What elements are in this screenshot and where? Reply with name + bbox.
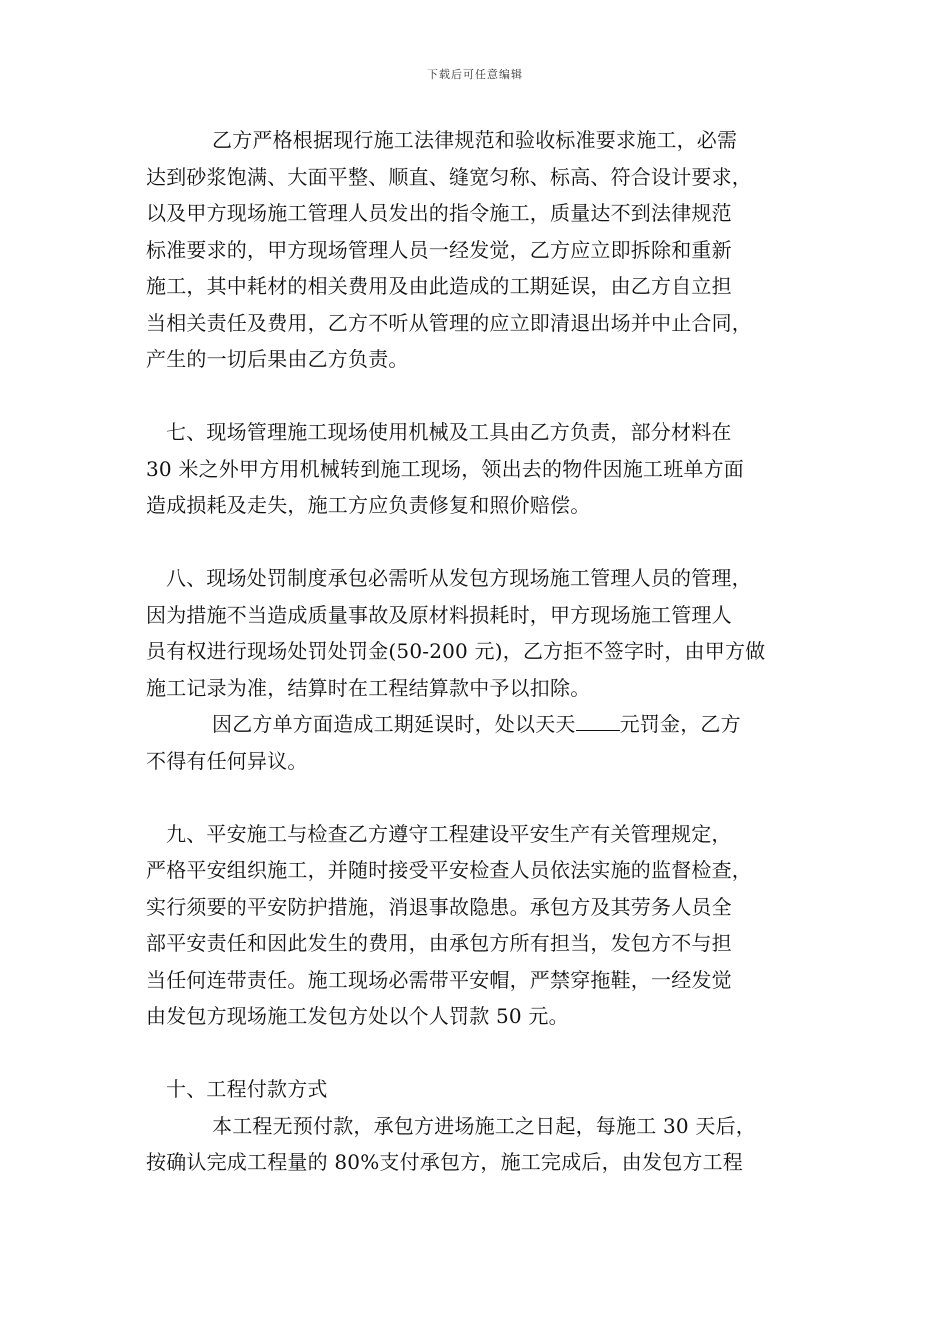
text-line: 九、平安施工与检查乙方遵守工程建设平安生产有关管理规定，: [166, 821, 732, 846]
paragraph-quality-requirements: [146, 122, 826, 378]
text-line: 施工，其中耗材的相关费用及由此造成的工期延误，由乙方自立担: [146, 274, 732, 298]
penalty-amount-blank: [576, 712, 620, 731]
paragraph-spacer: [146, 524, 826, 561]
text-line: 按确认完成工程量的 80%支付承包方，施工完成后，由发包方工程: [146, 1150, 744, 1174]
delay-penalty-text-cont: 元罚金，乙方: [619, 712, 741, 736]
section-nine: [146, 816, 826, 1035]
page-header: 下载后可任意编辑: [427, 68, 523, 81]
paragraph-spacer: [146, 1035, 826, 1072]
text-line: 严格平安组织施工，并随时接受平安检查人员依法实施的监督检查，: [146, 858, 752, 882]
text-line: 30 米之外甲方用机械转到施工现场，领出去的物件因施工班单方面: [146, 456, 745, 481]
section-eight: [146, 560, 826, 779]
section-seven: [146, 414, 826, 524]
text-line: 当相关责任及费用，乙方不听从管理的应立即清退出场并中止合同，: [146, 310, 752, 335]
text-line: 造成损耗及走失，施工方应负责修复和照价赔偿。: [146, 493, 591, 517]
text-line: 不得有任何异议。: [146, 748, 308, 773]
text-line: 当任何连带责任。施工现场必需带平安帽，严禁穿拖鞋，一经发觉: [146, 967, 732, 992]
text-line: 产生的一切后果由乙方负责。: [146, 347, 409, 371]
text-line: 达到砂浆饱满、大面平整、顺直、缝宽匀称、标高、符合设计要求，: [146, 164, 752, 189]
paragraph-spacer: [146, 779, 826, 816]
delay-penalty-text: 因乙方单方面造成工期延误时，处以天天: [212, 712, 576, 736]
text-line: 标准要求的，甲方现场管理人员一经发觉，乙方应立即拆除和重新: [146, 237, 732, 262]
text-line: 以及甲方现场施工管理人员发出的指令施工，质量达不到法律规范: [146, 201, 732, 225]
text-line: 实行须要的平安防护措施，消退事故隐患。承包方及其劳务人员全: [146, 894, 732, 919]
text-line: 由发包方现场施工发包方处以个人罚款 50 元。: [146, 1004, 569, 1028]
section-ten: [146, 1071, 826, 1181]
text-line: 八、现场处罚制度承包必需听从发包方现场施工管理人员的管理，: [166, 566, 752, 590]
text-line: 乙方严格根据现行施工法律规范和验收标准要求施工，必需: [212, 128, 738, 152]
document-body: [146, 122, 826, 1181]
paragraph-spacer: [146, 378, 826, 415]
text-line: [146, 706, 826, 743]
section-heading: 十、工程付款方式: [166, 1077, 328, 1101]
text-line: 本工程无预付款，承包方进场施工之日起，每施工 30 天后，: [212, 1113, 756, 1138]
text-line: 员有权进行现场处罚处罚金(50-200 元)，乙方拒不签字时，由甲方做: [146, 639, 766, 663]
text-line: 施工记录为准，结算时在工程结算款中予以扣除。: [146, 675, 591, 700]
text-line: 因为措施不当造成质量事故及原材料损耗时，甲方现场施工管理人: [146, 602, 732, 627]
text-line: 七、现场管理施工现场使用机械及工具由乙方负责，部分材料在: [166, 420, 732, 444]
text-line: 部平安责任和因此发生的费用，由承包方所有担当，发包方不与担: [146, 931, 732, 955]
